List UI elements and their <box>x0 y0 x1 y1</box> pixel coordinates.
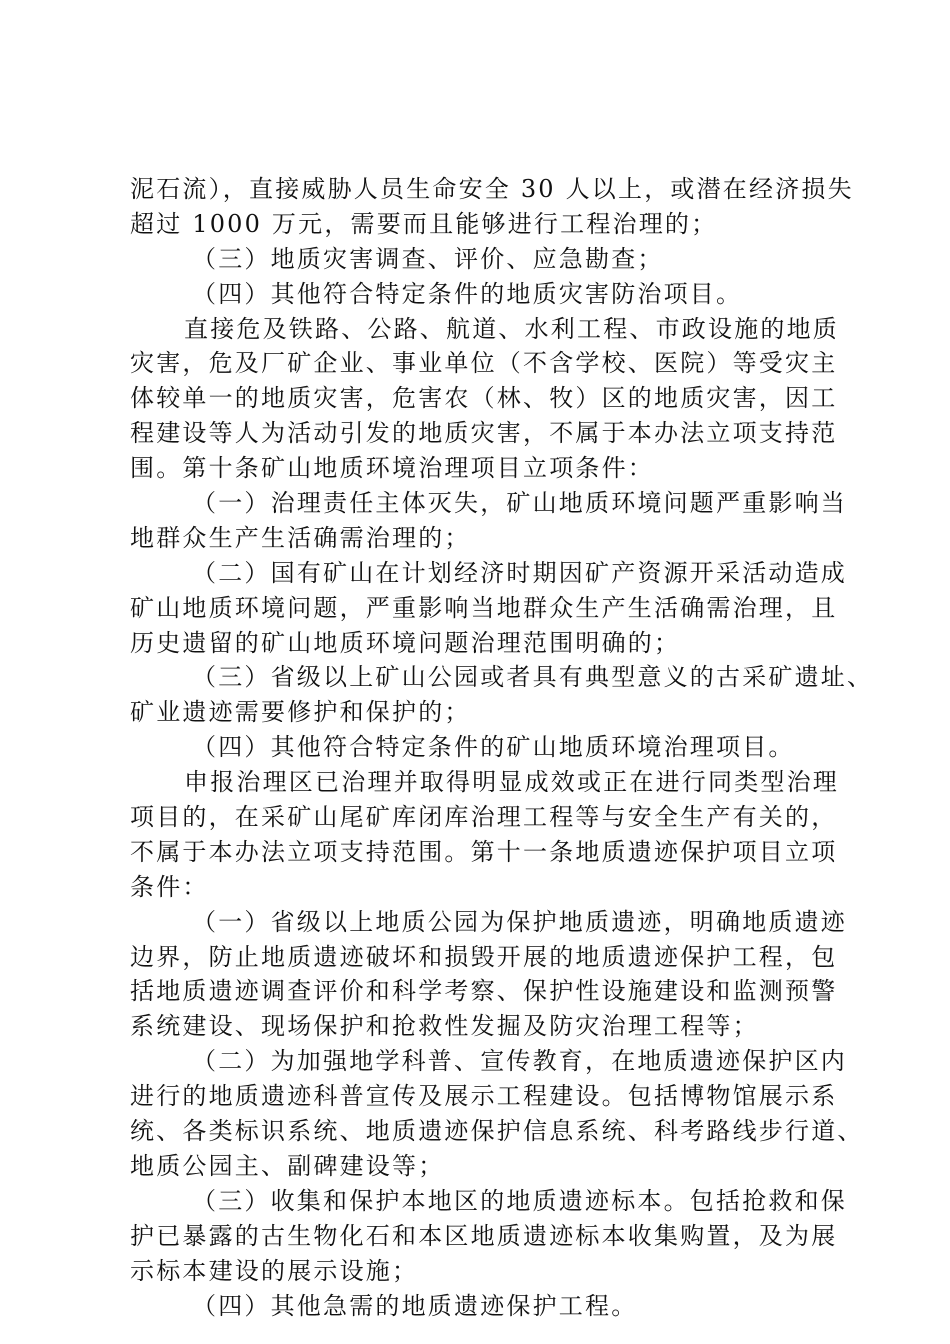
text-line: （二）为加强地学科普、宣传教育，在地质遗迹保护区内 <box>192 1047 847 1076</box>
text-line: 矿业遗迹需要修护和保护的； <box>130 698 471 727</box>
text-line: （三）收集和保护本地区的地质遗迹标本。包括抢救和保 <box>192 1186 847 1215</box>
document-body <box>130 172 874 1323</box>
text-line: 不属于本办法立项支持范围。第十一条地质遗迹保护项目立项 <box>130 837 838 866</box>
text-line: 进行的地质遗迹科普宣传及展示工程建设。包括博物馆展示系 <box>130 1082 838 1111</box>
text-line: 统、各类标识系统、地质遗迹保护信息系统、科考路线步行道、 <box>130 1117 864 1146</box>
text-line: （二）国有矿山在计划经济时期因矿产资源开采活动造成 <box>192 558 847 587</box>
text-line: （三）地质灾害调查、评价、应急勘查； <box>192 244 664 273</box>
text-line: 程建设等人为活动引发的地质灾害，不属于本办法立项支持范 <box>130 419 838 448</box>
text-line: （三）省级以上矿山公园或者具有典型意义的古采矿遗址、 <box>192 663 874 692</box>
text-line: （四）其他急需的地质遗迹保护工程。 <box>192 1291 638 1320</box>
text-line: 泥石流），直接威胁人员生命安全 30 人以上，或潜在经济损失 <box>130 175 854 203</box>
text-line: 直接危及铁路、公路、航道、水利工程、市政设施的地质 <box>184 314 839 343</box>
text-line: 地群众生产生活确需治理的； <box>130 523 471 552</box>
text-line: 系统建设、现场保护和抢救性发掘及防灾治理工程等； <box>130 1012 759 1041</box>
text-line: 申报治理区已治理并取得明显成效或正在进行同类型治理 <box>184 768 839 797</box>
text-line: （四）其他符合特定条件的地质灾害防治项目。 <box>192 279 743 308</box>
text-line: （一）治理责任主体灭失，矿山地质环境问题严重影响当 <box>192 489 847 518</box>
text-line: （一）省级以上地质公园为保护地质遗迹，明确地质遗迹 <box>192 907 847 936</box>
text-line: 围。第十条矿山地质环境治理项目立项条件： <box>130 454 654 483</box>
text-line: 项目的，在采矿山尾矿库闭库治理工程等与安全生产有关的， <box>130 803 838 832</box>
text-line: 地质公园主、副碑建设等； <box>130 1151 445 1180</box>
text-line: 护已暴露的古生物化石和本区地质遗迹标本收集购置，及为展 <box>130 1221 838 1250</box>
text-line: 灾害，危及厂矿企业、事业单位（不含学校、医院）等受灾主 <box>130 349 838 378</box>
text-line: 示标本建设的展示设施； <box>130 1256 419 1285</box>
text-line: 条件： <box>130 872 209 901</box>
text-line: 超过 1000 万元，需要而且能够进行工程治理的； <box>130 209 718 238</box>
text-line: 体较单一的地质灾害，危害农（林、牧）区的地质灾害，因工 <box>130 384 838 413</box>
text-line: 矿山地质环境问题，严重影响当地群众生产生活确需治理，且 <box>130 593 838 622</box>
text-line: 边界，防止地质遗迹破坏和损毁开展的地质遗迹保护工程，包 <box>130 942 838 971</box>
text-line: 历史遗留的矿山地质环境问题治理范围明确的； <box>130 628 681 657</box>
text-line: 括地质遗迹调查评价和科学考察、保护性设施建设和监测预警 <box>130 977 838 1006</box>
text-line: （四）其他符合特定条件的矿山地质环境治理项目。 <box>192 733 795 762</box>
